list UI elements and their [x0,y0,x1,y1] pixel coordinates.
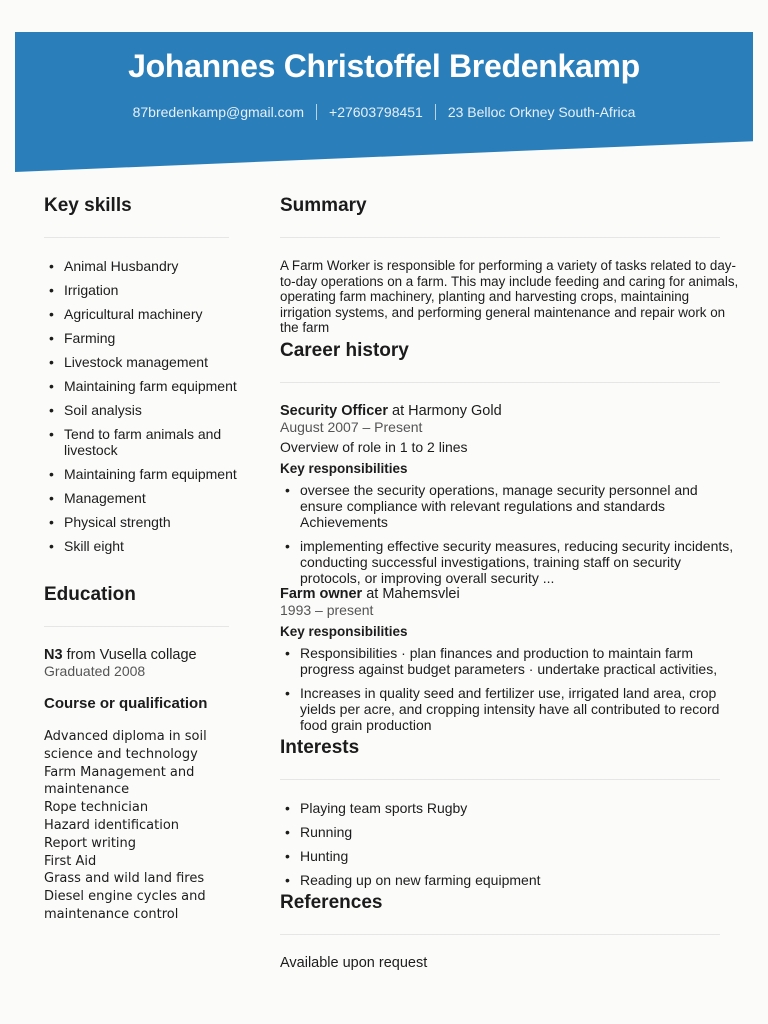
job-title-line: Farm owner at Mahemsvlei [280,585,460,602]
graduated: Graduated 2008 [44,663,146,679]
summary-heading: Summary [280,195,367,216]
divider [316,104,317,120]
degree: N3 [44,647,63,663]
institution: Vusella collage [99,647,197,663]
interest-item: • Running [280,824,740,840]
job-entry [280,403,740,586]
responsibility-list [280,645,740,733]
job-title-line: Security Officer at Harmony Gold [280,402,502,419]
skill-item: • Animal Husbandry [44,258,244,274]
summary-text: A Farm Worker is responsible for performing a variety of tasks related to day-to-day operations on a farm. This may include feeding and caring for animals, operating farm machinery, planting and harvesting crops, maintaining irrigation systems, and performing general maintenance and repair work on the farm [280,258,739,335]
course-item: Diesel engine cycles and maintenance control [44,889,206,922]
skill-item: • Soil analysis [44,402,244,418]
degree-line: N3 from Vusella collage [44,647,197,663]
responsibility-item: • implementing effective security measures, reducing security incidents, conducting successful investigations, training staff on security protocols, or improving overall security ... [280,538,740,586]
skill-item: • Livestock management [44,354,244,370]
responsibility-list [280,482,740,586]
divider [280,934,720,935]
interest-item: • Reading up on new farming equipment [280,872,740,888]
key-skills-heading: Key skills [44,195,132,216]
job-title: Farm owner [280,585,363,602]
divider [44,237,229,238]
references-text: Available upon request [280,954,428,971]
divider [280,237,720,238]
divider [280,779,720,780]
skill-item: • Management [44,490,244,506]
responsibilities-heading: Key responsibilities [280,623,408,639]
job-dates: 1993 – present [280,601,374,618]
responsibility-item: • Responsibilities · plan finances and production to maintain farm progress against budget parameters · undertake practical activities, [280,645,740,677]
left-column [44,195,244,924]
job-dates: August 2007 – Present [280,418,423,435]
course-item: Hazard identification [44,817,180,833]
contact-line [0,104,768,120]
interests-list [280,800,740,888]
interests-heading: Interests [280,736,360,758]
job-company: Harmony Gold [408,402,502,419]
job-entry [280,586,740,733]
divider [44,626,229,627]
interest-item: • Hunting [280,848,740,864]
course-item: First Aid [44,853,97,869]
references-heading: References [280,891,383,913]
divider [435,104,436,120]
skill-item: • Irrigation [44,282,244,298]
course-list [44,728,244,924]
interest-item: • Playing team sports Rugby [280,800,740,816]
skill-item: • Maintaining farm equipment [44,466,244,482]
skill-item: • Tend to farm animals and livestock [44,426,244,458]
phone-number[interactable]: +27603798451 [329,104,423,120]
course-item: Grass and wild land fires [44,871,205,887]
responsibilities-heading: Key responsibilities [280,460,408,476]
career-heading: Career history [280,339,409,361]
job-company: Mahemsvlei [382,585,460,602]
responsibility-item: • Increases in quality seed and fertilizer use, irrigated land area, crop yields per acre, and cropping intensity have all contributed to record food grain production [280,685,740,733]
skill-item: • Skill eight [44,538,244,554]
divider [280,382,720,383]
right-column [280,195,740,971]
course-item: Farm Management and maintenance [44,764,195,798]
job-overview: Overview of role in 1 to 2 lines [280,438,468,455]
email-link[interactable]: 87bredenkamp@gmail.com [132,104,305,120]
address: 23 Belloc Orkney South-Africa [447,104,636,120]
course-item: Report writing [44,835,137,851]
course-item: Advanced diploma in soil science and technology [44,729,207,762]
course-item: Rope technician [44,800,149,816]
job-title: Security Officer [280,402,388,419]
skill-item: • Maintaining farm equipment [44,378,244,394]
responsibility-item: • oversee the security operations, manage security personnel and ensure compliance with relevant regulations and standards Achievements [280,482,740,530]
skill-item: • Agricultural machinery [44,306,244,322]
education-heading: Education [44,584,136,605]
candidate-name: Johannes Christoffel Bredenkamp [128,48,640,84]
key-skills-list [44,258,244,554]
skill-item: • Physical strength [44,514,244,530]
skill-item: • Farming [44,330,244,346]
course-heading: Course or qualification [44,695,208,712]
